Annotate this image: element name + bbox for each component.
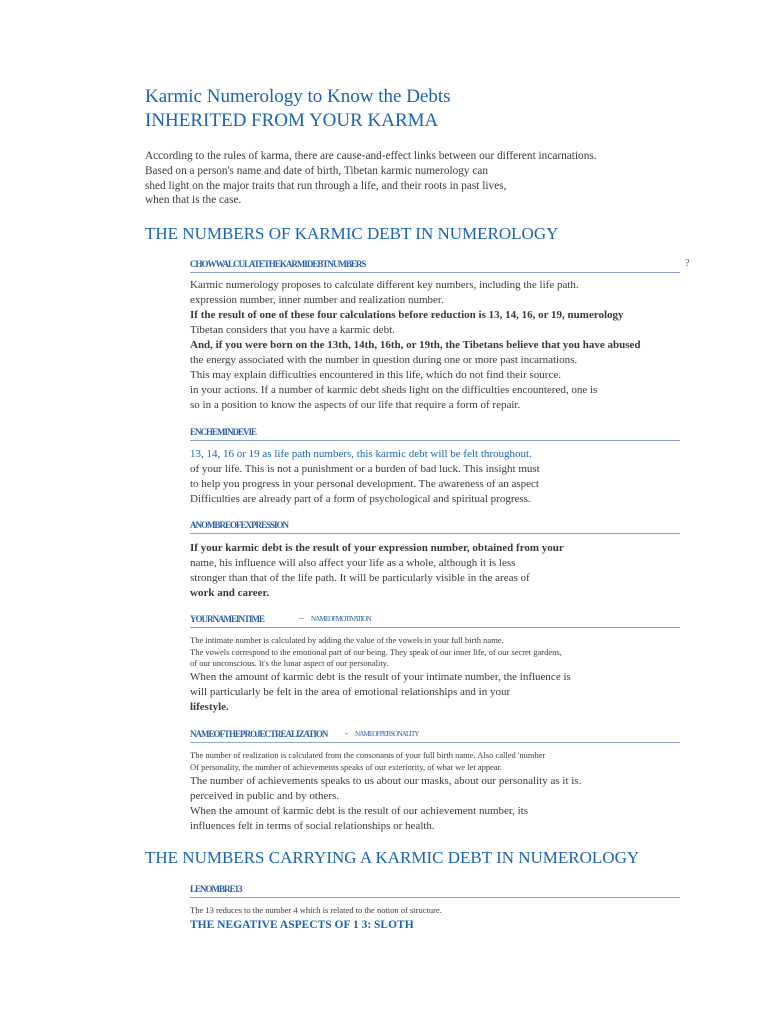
paragraph-line-bold: And, if you were born on the 13th, 14th, 16th, or 19th, the Tibetans believe that you have abused [190,339,641,351]
intro-line: According to the rules of karma, there are cause-and-effect links between our different incarnations. [145,150,597,162]
paragraph-line: This may explain difficulties encountered in this life, which do not find their source. [190,369,561,381]
negative-aspects-label: THE NEGATIVE ASPECTS OF 1 3: SLOTH [190,919,414,931]
paragraph-line: Difficulties are already part of a form of psychological and spiritual progress. [190,493,531,505]
paragraph-line: stronger than that of the life path. It will be particularly visible in the areas of [190,572,530,584]
paragraph-line: Karmic numerology proposes to calculate different key numbers, including the life path. [190,279,579,291]
paragraph-line: When the amount of karmic debt is the result of your intimate number, the influence is [190,671,571,683]
subheading-minor-label: NAMEOFMOTIVATION [311,615,371,623]
subheading-dash: – [299,613,304,623]
paragraph-line: influences felt in terms of social relationships or health. [190,820,435,832]
section-heading-carrying-debt: THE NUMBERS CARRYING A KARMIC DEBT IN NUMEROLOGY [145,848,640,867]
subheading-label: ENCHEMINDEVIE [190,427,257,437]
intimate-paragraph [190,670,730,715]
realization-paragraph [190,774,730,834]
number-13-text [190,905,730,917]
negative-aspects-heading [190,918,730,933]
paragraph-line: the energy associated with the number in question during one or more past incarnations. [190,354,578,366]
subheading-expression [190,515,680,534]
document-subtitle: INHERITED FROM YOUR KARMA [145,110,439,131]
paragraph-line: in your actions. If a number of karmic debt sheds light on the difficulties encountered, one is [190,384,598,396]
intro-line: shed light on the major traits that run through a life, and their roots in past lives, [145,179,507,192]
paragraph-line: so in a position to know the aspects of our life that require a form of repair. [190,399,521,411]
paragraph-line: The number of achievements speaks to us about our masks, about our personality as it is. [190,775,582,787]
paragraph-line: name, his influence will also affect your life as a whole, although it is less [190,557,516,569]
subheading-minor-label: NAMEOFPERSONALITY [355,730,419,738]
subheading-realization [190,724,680,743]
document-title: Karmic Numerology to Know the Debts [145,86,451,107]
subheading-label: CHOWWALCULATETHEKARMIDEBTNUMBERS [190,259,366,269]
realization-small-text [190,750,730,773]
paragraph-line-bold: If the result of one of these four calculations before reduction is 13, 14, 16, or 19, numerology [190,309,624,321]
small-line: The 13 reduces to the number 4 which is related to the notion of structure. [190,905,442,915]
paragraph-line-bold: lifestyle. [190,701,229,713]
subheading-label: NAMEOFTHEPROJECTREALIZATION [190,729,328,739]
subheading-label: ANOMBREOFEXPRESSION [190,520,289,530]
paragraph-line: expression number, inner number and realization number. [190,294,444,306]
subheading-intimate [190,609,680,628]
subheading-calculate [190,254,690,273]
life-path-paragraph [190,447,730,507]
subheading-label: LENOMBRE13 [190,884,242,894]
calculate-paragraph [190,278,730,413]
paragraph-line-link[interactable]: 13, 14, 16 or 19 as life path numbers, this karmic debt will be felt throughout. [190,448,532,460]
intimate-small-text [190,635,730,670]
small-line: The vowels correspond to the emotional part of our being. They speak of our inner life, of our secret gardens, [190,646,562,657]
small-line: The intimate number is calculated by adding the value of the vowels in your full birth name. [190,635,504,645]
intro-paragraph [145,149,665,208]
small-line: of our unconscious. It's the lunar aspect of our personality. [190,658,389,668]
section-heading-karmic-debt: THE NUMBERS OF KARMIC DEBT IN NUMEROLOGY [145,224,559,243]
paragraph-line: will particularly be felt in the area of emotional relationships and in your [190,686,511,698]
subheading-label: YOURNAMEINTIME [190,614,265,624]
subheading-question-mark: ? [685,258,690,269]
subheading-number-13 [190,879,680,898]
paragraph-line: to help you progress in your personal development. The awareness of an aspect [190,478,539,490]
small-line: The number of realization is calculated from the consonants of your full birth name. Also called 'number [190,750,546,760]
paragraph-line-bold: If your karmic debt is the result of your expression number, obtained from your [190,542,564,554]
paragraph-line: of your life. This is not a punishment or a burden of bad luck. This insight must [190,463,540,475]
paragraph-line: When the amount of karmic debt is the result of our achievement number, its [190,805,529,817]
small-line: Of personality, the number of achievements speaks of our exteriority, of what we let appear. [190,761,503,772]
paragraph-line: Tibetan considers that you have a karmic debt. [190,324,395,336]
subheading-life-path [190,422,680,441]
intro-line: Based on a person's name and date of birth, Tibetan karmic numerology can [145,164,489,177]
expression-paragraph [190,541,730,601]
paragraph-line: perceived in public and by others. [190,790,340,802]
intro-line: when that is the case. [145,194,242,207]
paragraph-line-bold: work and career. [190,587,270,599]
subheading-dash: - [345,728,348,738]
